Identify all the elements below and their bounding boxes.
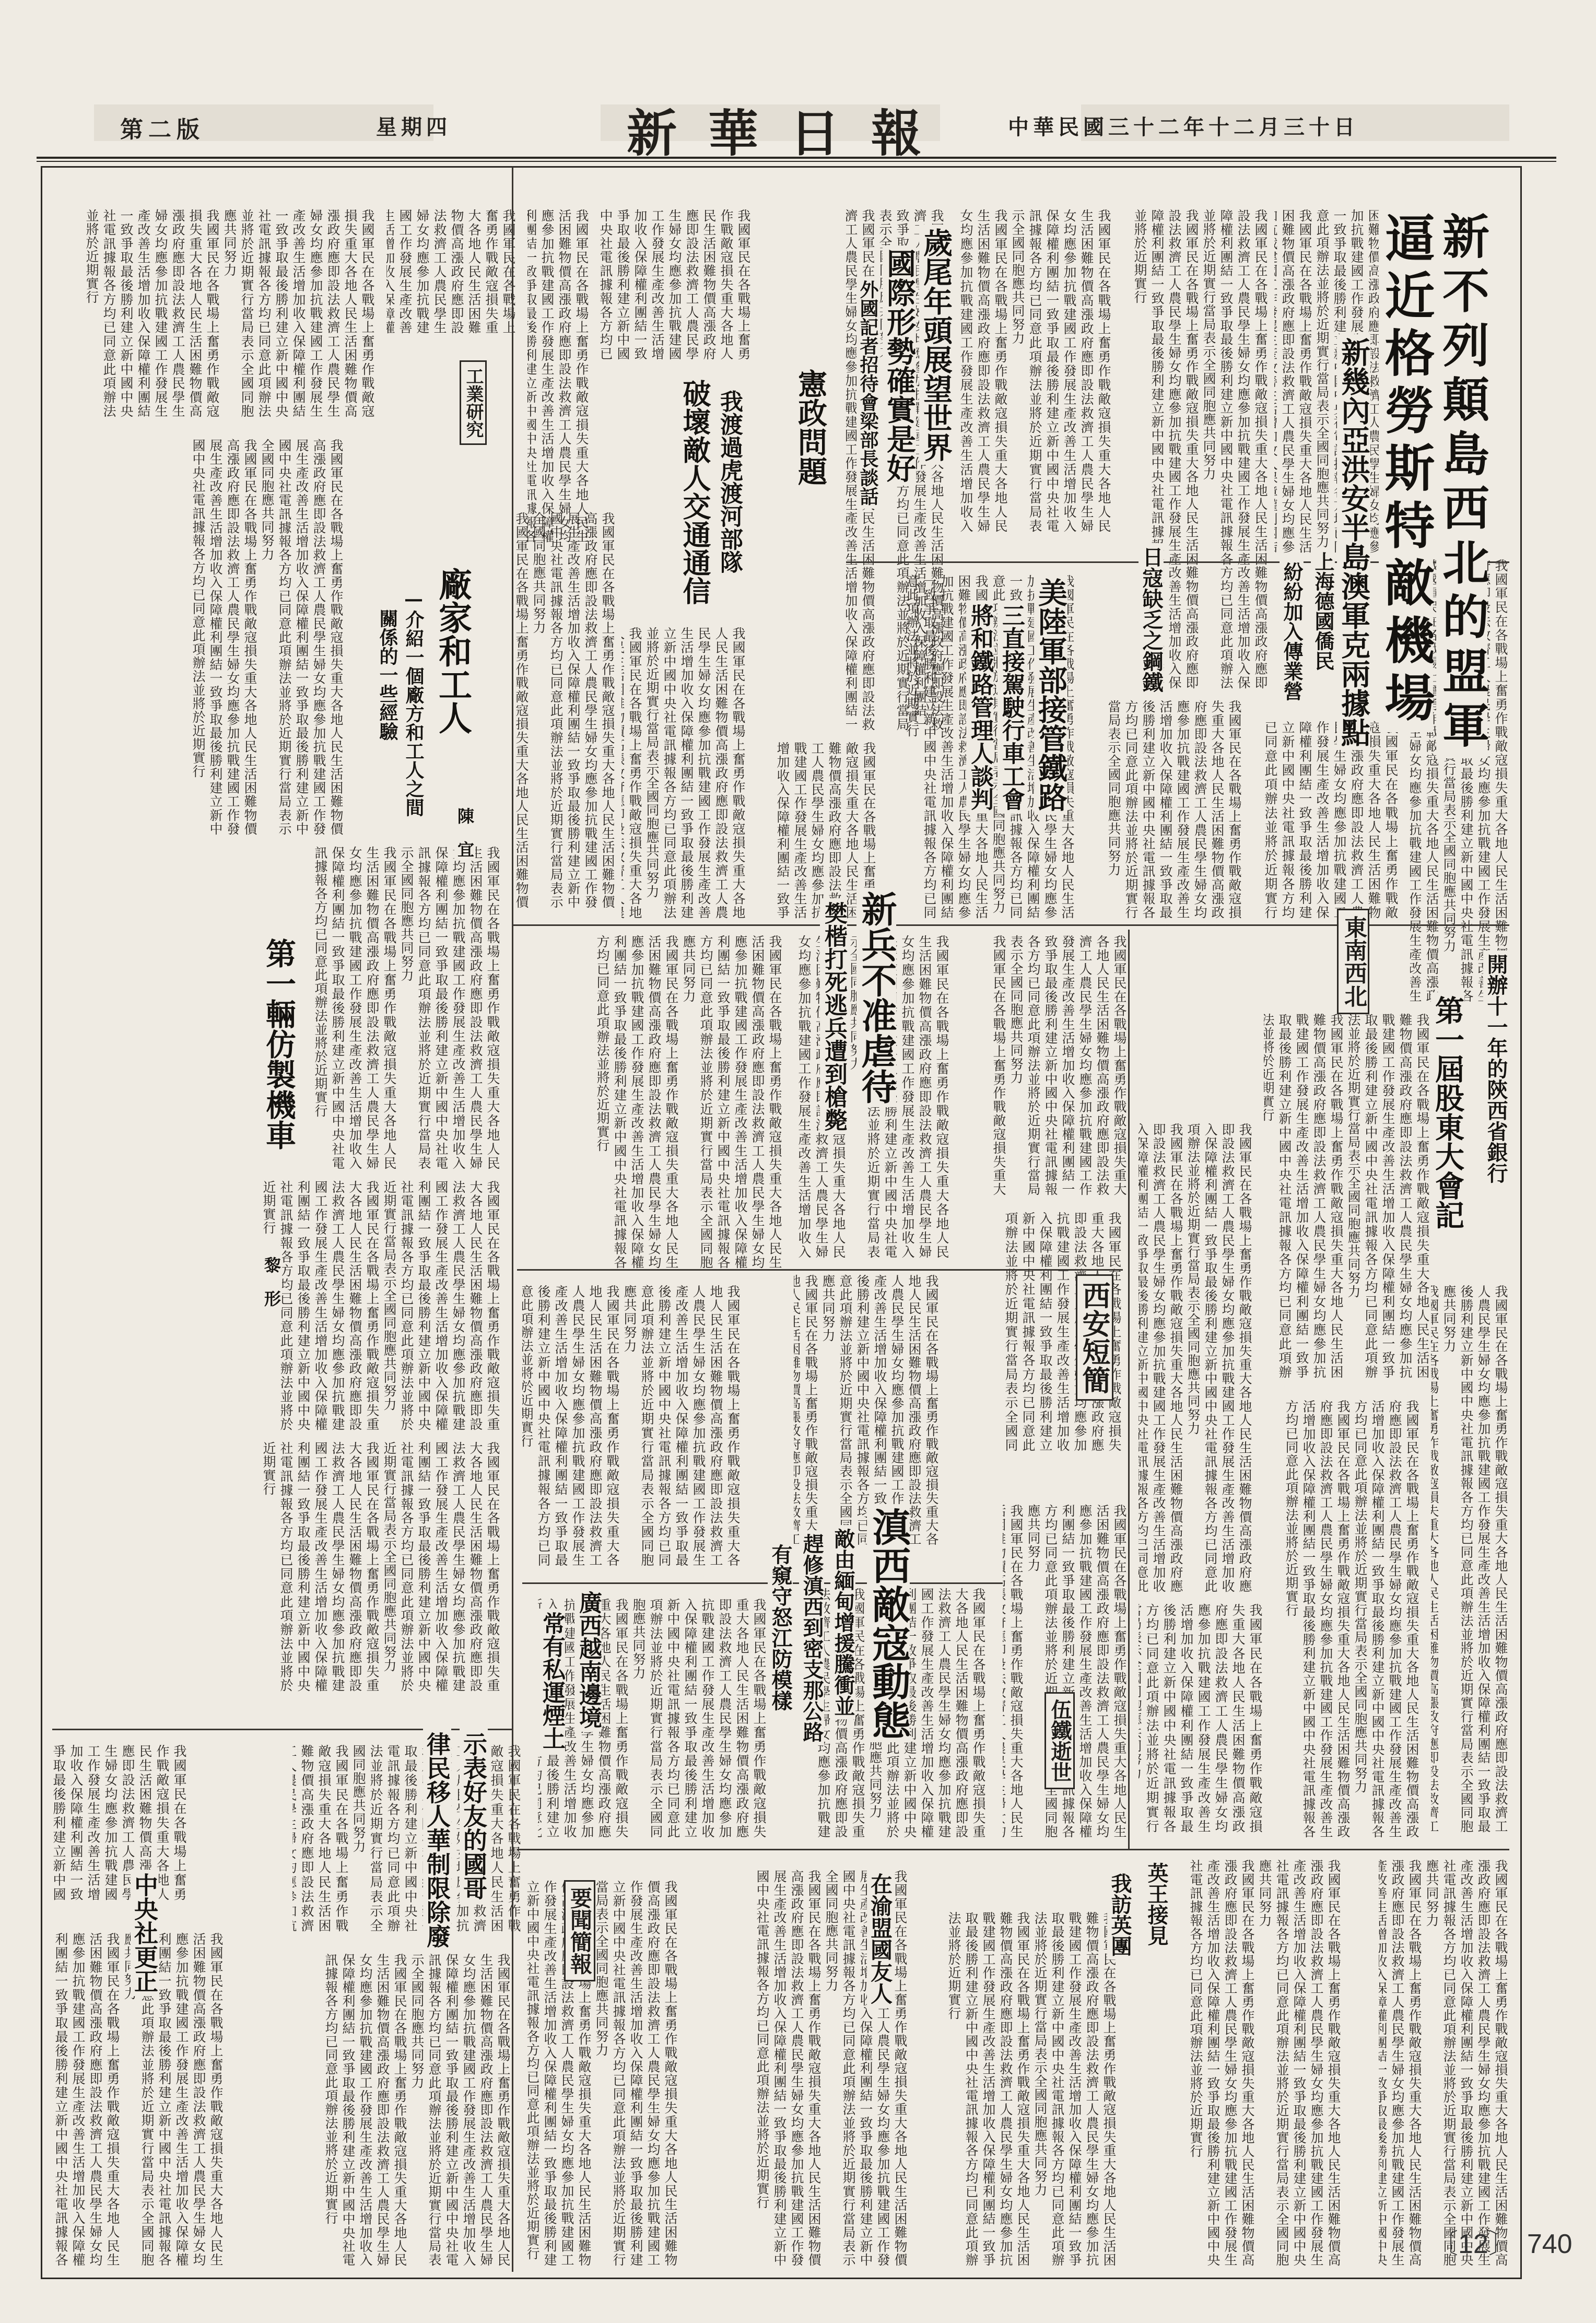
article-body-text	[956, 209, 1112, 533]
main-subheadline: 新幾內亞洪安半島澳軍克兩據點	[1337, 334, 1370, 750]
headline-king-2: 我訪英團	[1107, 1870, 1132, 1960]
headline-year-end-note: 外國記者招待會梁部長談話	[856, 277, 879, 509]
article-body-text	[240, 1953, 512, 2267]
headline-crossing: 我渡過虎渡河部隊	[715, 386, 743, 577]
headline-railway: 美陸軍部接管鐵路	[1034, 574, 1067, 815]
article-body-text	[52, 209, 376, 418]
article-body-text	[52, 439, 345, 836]
author-chen-yi: 陳 宜	[454, 804, 475, 861]
column-box-industry: 工業研究	[460, 360, 487, 445]
headline-constitution: 憲政問題	[794, 366, 827, 489]
headline-locomotive: 第一輛仿製機車	[261, 935, 296, 1153]
headline-railway-2: 三直接駕駛行車工會	[997, 601, 1025, 814]
headline-factory-sub-2: 關係的一些經驗	[376, 606, 399, 744]
section-rule	[522, 1582, 1003, 1584]
headline-crossing-2: 破壞敵人交通通信	[679, 376, 711, 608]
page-section: 第二版	[120, 116, 205, 143]
issue-date: 中華民國三十二年十二月三十日	[1008, 115, 1359, 139]
column-box-xian: 西安短簡	[1076, 1274, 1113, 1401]
section-rule	[517, 1269, 1123, 1271]
article-body-text	[621, 627, 747, 919]
headline-us-exclusion: 示表好友的國哥	[460, 1729, 488, 1903]
headline-shanghai: 上海德國僑民	[1311, 548, 1335, 674]
article-body-text	[527, 935, 783, 1269]
archive-bracket-number: 〔12〕	[1431, 2229, 1516, 2259]
headline-west-yunnan-sub-3: 有窺守怒江防模樣	[768, 1541, 793, 1714]
article-body-text	[595, 209, 752, 360]
headline-recruits-sub: 樊楷打死逃兵遭到槍斃	[820, 898, 847, 1134]
headline-shareholders: 第一屆股東大會記	[1431, 992, 1464, 1233]
headline-west-yunnan-sub-2: 趕修滇西到密支那公路	[799, 1530, 824, 1745]
main-headline: 新不列顛島西北的盟軍	[1436, 209, 1487, 758]
article-body-text	[1139, 1603, 1264, 1833]
headline-recruits: 新兵不准虐待	[856, 888, 896, 1107]
article-body-text	[512, 512, 616, 909]
headline-cna-correction: 中央社更正	[131, 1870, 159, 1996]
article-body-text	[527, 209, 590, 543]
article-body-text	[1139, 1123, 1253, 1593]
headline-west-yunnan: 滇西敵寇動態	[867, 1504, 910, 1742]
column-box-dongnan: 東南西北	[1337, 909, 1369, 1014]
article-body-text	[52, 1441, 501, 1692]
article-body-text	[522, 1285, 742, 1567]
headline-japan-steel: 日寇缺乏之鋼鐵	[1139, 543, 1164, 696]
headline-west-yunnan-sub: 敵由緬甸增援騰衝並	[830, 1525, 855, 1719]
headline-factory: 廠家和工人	[433, 564, 471, 737]
main-headline: 逼近格勞斯特敵機場	[1379, 209, 1433, 732]
headline-year-end-sub: 國際形勢確實是好	[883, 245, 916, 486]
article-body-text	[52, 1744, 188, 1901]
article-body-text	[538, 1598, 768, 1838]
article-body-text	[522, 1880, 679, 2267]
column-rule	[512, 167, 513, 2272]
article-body-text	[386, 209, 517, 334]
headline-shanghai-2: 紛紛加入傳業營	[1280, 559, 1304, 704]
article-body-text	[1264, 721, 1400, 919]
headline-king: 英王接見	[1144, 1859, 1169, 1949]
headline-factory-sub: —介紹一個廠方和工人之間	[402, 585, 425, 820]
archive-page-value: 740	[1527, 2229, 1572, 2259]
article-body-text	[1107, 700, 1243, 919]
headline-guangxi: 廣西越南邊境	[574, 1588, 602, 1732]
headline-year-end: 歲尾年頭展望世界	[919, 225, 953, 465]
article-body-text	[292, 1744, 522, 1932]
headline-guangxi-2: 常有私運煙土	[538, 1609, 565, 1753]
author-li-xing: 黎 形	[261, 1253, 282, 1310]
section-rule	[517, 1849, 1509, 1850]
column-box-wu: 伍鐵逝世	[1045, 1692, 1075, 1789]
article-body-text	[992, 935, 1128, 1196]
article-body-text	[919, 1911, 1118, 2267]
article-body-text	[1431, 1285, 1509, 1833]
article-body-text	[1379, 1859, 1509, 2267]
column-rule	[1128, 930, 1130, 1849]
archive-page-number	[1431, 2222, 1584, 2261]
newspaper-name: 新華日報	[627, 104, 953, 163]
headline-shaanxi-bank: 開辦十一年的陝西省銀行	[1483, 951, 1508, 1187]
column-box-summary: 要聞簡報	[564, 1880, 595, 1981]
headline-us-exclusion-2: 律民移人華制限除廢	[423, 1729, 451, 1951]
issue-weekday: 星期四	[376, 115, 451, 139]
headline-un-friends: 在渝盟國友人	[867, 1870, 893, 2008]
headline-railway-3: 將和鐵路管理人談判	[966, 601, 993, 814]
article-body-text	[1264, 1013, 1431, 1379]
article-body-text	[1285, 1400, 1421, 1838]
